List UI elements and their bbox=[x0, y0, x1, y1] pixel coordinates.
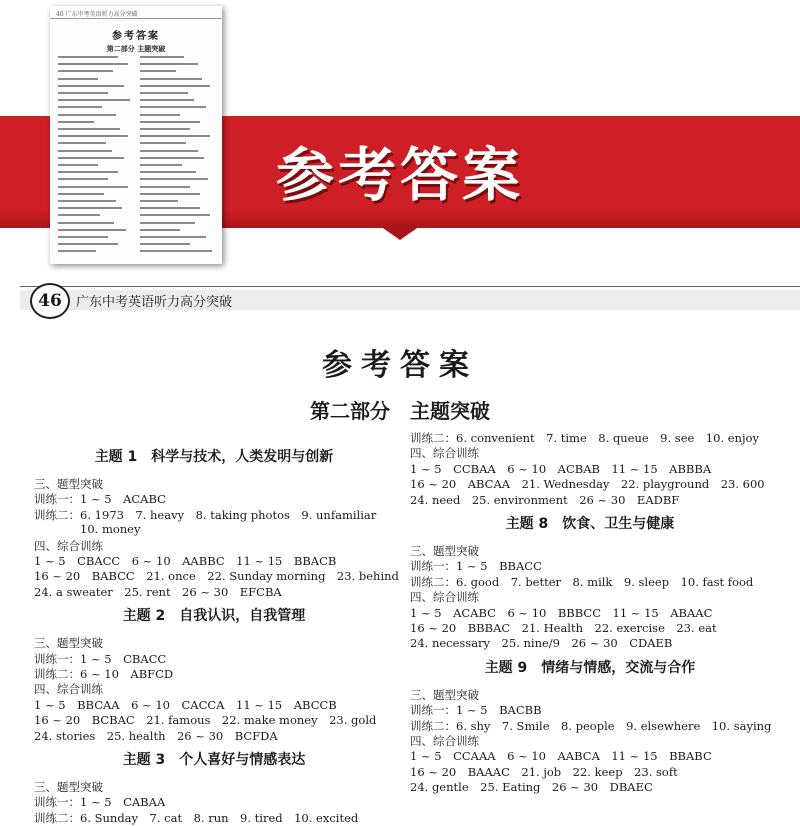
thumbnail-line bbox=[140, 63, 198, 65]
thumbnail-line bbox=[58, 63, 128, 65]
thumbnail-line bbox=[140, 70, 176, 72]
thumbnail-line bbox=[140, 229, 180, 231]
topic-heading: 主题 8 饮食、卫生与健康 bbox=[505, 516, 675, 532]
thumbnail-line bbox=[140, 164, 182, 166]
answer-line: 1 ~ 5 ACABC 6 ~ 10 BBBCC 11 ~ 15 ABAAC bbox=[410, 605, 713, 620]
answer-line: 四、综合训练 bbox=[34, 682, 103, 697]
thumbnail-line bbox=[140, 142, 186, 144]
answer-line: 三、题型突破 bbox=[34, 636, 103, 651]
topic-heading: 主题 2 自我认识，自我管理 bbox=[122, 608, 306, 625]
thumbnail-line bbox=[140, 200, 178, 202]
thumbnail-line bbox=[140, 186, 190, 188]
answer-line: 三、题型突破 bbox=[34, 780, 103, 794]
answer-line: 训练一：1 ~ 5 BBACC bbox=[410, 559, 542, 574]
thumbnail-line bbox=[140, 99, 194, 101]
page-thumbnail bbox=[50, 6, 222, 264]
thumbnail-line bbox=[140, 193, 200, 195]
part-title: 第二部分 主题突破 bbox=[310, 399, 490, 423]
answer-line: 24. stories 25. health 26 ~ 30 BCFDA bbox=[34, 728, 278, 743]
thumbnail-line bbox=[58, 150, 112, 152]
thumbnail-line bbox=[58, 178, 108, 180]
thumbnail-line bbox=[58, 222, 114, 224]
answer-line: 训练一：1 ~ 5 CBACC bbox=[34, 651, 167, 666]
thumbnail-line bbox=[58, 142, 106, 144]
answer-line: 24. a sweater 25. rent 26 ~ 30 EFCBA bbox=[34, 584, 282, 599]
answer-line: 训练一：1 ~ 5 ACABC bbox=[34, 492, 166, 507]
thumbnail-line bbox=[140, 128, 190, 130]
thumbnail-line bbox=[140, 222, 195, 224]
thumbnail-line bbox=[58, 214, 100, 216]
thumbnail-line bbox=[58, 106, 102, 108]
thumbnail-line bbox=[58, 200, 116, 202]
thumbnail-line bbox=[58, 128, 120, 130]
topic-heading: 主题 9 情绪与情感，交流与合作 bbox=[484, 659, 696, 676]
thumbnail-line bbox=[58, 171, 118, 173]
answer-line: 16 ~ 20 ABCAA 21. Wednesday 22. playground 23. 600 bbox=[410, 477, 765, 492]
answer-line: 训练二：6. Sunday 7. cat 8. run 9. tired 10. excited bbox=[34, 810, 359, 825]
answer-line: 24. gentle 25. Eating 26 ~ 30 DBAEC bbox=[410, 780, 653, 795]
thumbnail-line bbox=[58, 99, 130, 101]
answer-line: 四、综合训练 bbox=[410, 590, 479, 605]
answer-line: 1 ~ 5 CCAAA 6 ~ 10 AABCA 11 ~ 15 BBABC bbox=[410, 749, 712, 764]
answer-line: 训练一：1 ~ 5 BACBB bbox=[410, 703, 542, 718]
page-number: 46 bbox=[30, 283, 70, 319]
thumbnail-line bbox=[140, 150, 198, 152]
thumbnail-line bbox=[140, 85, 210, 87]
thumbnail-line bbox=[140, 171, 196, 173]
thumbnail-line bbox=[58, 243, 118, 245]
thumbnail-line bbox=[58, 207, 122, 209]
thumbnail-line bbox=[58, 250, 96, 252]
answer-line: 四、综合训练 bbox=[410, 446, 479, 461]
thumbnail-line bbox=[58, 85, 124, 87]
thumbnail-line bbox=[140, 157, 204, 159]
answer-line: 16 ~ 20 BAAAC 21. job 22. keep 23. soft bbox=[410, 764, 678, 779]
thumbnail-line bbox=[58, 121, 94, 123]
thumbnail-line bbox=[140, 214, 210, 216]
thumbnail-line bbox=[140, 78, 202, 80]
answer-line: 16 ~ 20 BABCC 21. once 22. Sunday morning 23. behind bbox=[34, 569, 399, 584]
answer-line: 10. money bbox=[80, 522, 141, 537]
answer-line: 训练二：6. convenient 7. time 8. queue 9. see 10. enjoy bbox=[410, 431, 759, 445]
answer-line: 三、题型突破 bbox=[34, 477, 103, 491]
thumbnail-header: 46 广东中考英语听力高分突破 bbox=[50, 6, 222, 19]
thumbnail-subtitle: 第二部分 主题突破 bbox=[106, 44, 166, 53]
answer-line: 四、综合训练 bbox=[34, 538, 103, 553]
answer-line: 三、题型突破 bbox=[410, 544, 479, 558]
answer-line: 训练二：6 ~ 10 ABFCD bbox=[34, 667, 174, 681]
answer-line: 1 ~ 5 CBACC 6 ~ 10 AABBC 11 ~ 15 BBACB bbox=[34, 554, 337, 568]
thumbnail-line bbox=[140, 92, 188, 94]
thumbnail-line bbox=[140, 236, 206, 238]
thumbnail-line bbox=[140, 250, 212, 252]
banner-title: 参考答案 bbox=[275, 141, 524, 209]
thumbnail-line bbox=[140, 106, 206, 108]
topic-heading: 主题 3 个人喜好与情感表达 bbox=[122, 752, 306, 768]
thumbnail-line bbox=[58, 135, 128, 137]
thumbnail-line bbox=[140, 243, 190, 245]
banner-notch bbox=[380, 226, 420, 240]
thumbnail-line bbox=[58, 229, 126, 231]
thumbnail-line bbox=[140, 207, 200, 209]
answer-line: 1 ~ 5 BBCAA 6 ~ 10 CACCA 11 ~ 15 ABCCB bbox=[34, 697, 337, 712]
thumbnail-line bbox=[58, 114, 116, 116]
thumbnail-line bbox=[58, 164, 98, 166]
thumbnail-title: 参考答案 bbox=[112, 31, 160, 42]
answer-line: 训练二：6. 1973 7. heavy 8. taking photos 9. unfamiliar bbox=[34, 507, 377, 522]
answer-line: 四、综合训练 bbox=[410, 734, 479, 748]
answer-line: 16 ~ 20 BBBAC 21. Health 22. exercise 23. eat bbox=[410, 621, 717, 635]
thumbnail-line bbox=[140, 178, 208, 180]
document-title: 参考答案 bbox=[322, 348, 478, 383]
answer-line: 24. necessary 25. nine/9 26 ~ 30 CDAEB bbox=[410, 636, 673, 651]
thumbnail-line bbox=[58, 56, 118, 58]
thumbnail-line bbox=[140, 114, 180, 116]
thumbnail-line bbox=[58, 236, 108, 238]
answer-line: 训练一：1 ~ 5 CABAA bbox=[34, 795, 166, 810]
answer-line: 训练二：6. shy 7. Smile 8. people 9. elsewhere 10. saying bbox=[410, 718, 772, 733]
answer-line: 24. need 25. environment 26 ~ 30 EADBF bbox=[410, 492, 680, 507]
thumbnail-line bbox=[58, 193, 104, 195]
book-title: 广东中考英语听力高分突破 bbox=[76, 295, 233, 310]
answer-line: 训练二：6. good 7. better 8. milk 9. sleep 10. fast food bbox=[410, 574, 754, 589]
topic-heading: 主题 1 科学与技术，人类发明与创新 bbox=[94, 449, 334, 465]
thumbnail-line bbox=[58, 78, 98, 80]
answer-line: 三、题型突破 bbox=[410, 687, 479, 702]
answer-line: 1 ~ 5 CCBAA 6 ~ 10 ACBAB 11 ~ 15 ABBBA bbox=[410, 461, 712, 476]
answer-line: 16 ~ 20 BCBAC 21. famous 22. make money 23. gold bbox=[34, 713, 377, 728]
thumbnail-line bbox=[58, 157, 124, 159]
thumbnail-line bbox=[58, 70, 113, 72]
thumbnail-line bbox=[140, 56, 184, 58]
thumbnail-line bbox=[140, 121, 200, 123]
thumbnail-line bbox=[58, 186, 128, 188]
thumbnail-line bbox=[140, 135, 210, 137]
thumbnail-line bbox=[58, 92, 108, 94]
